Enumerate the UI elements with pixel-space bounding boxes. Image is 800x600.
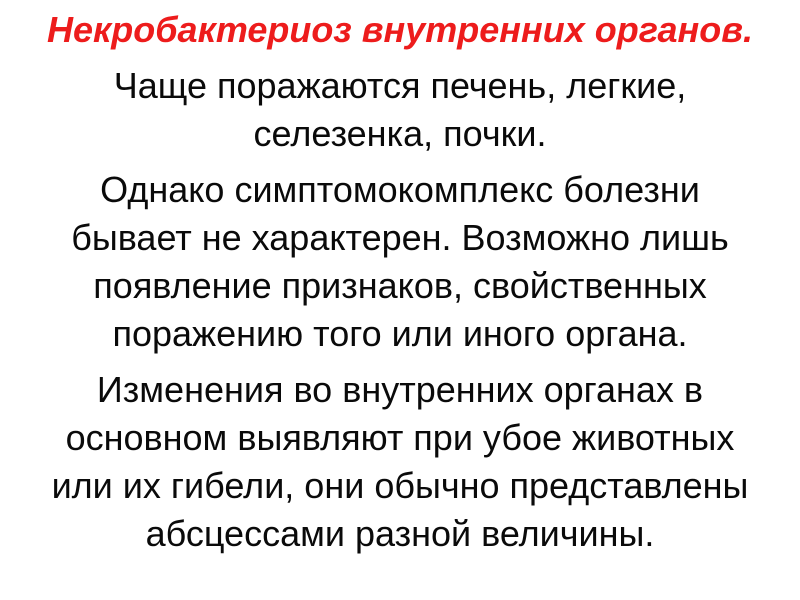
text-line: появление признаков, свойственных bbox=[93, 265, 707, 306]
text-line: бывает не характерен. Возможно лишь bbox=[71, 217, 729, 258]
text-line: основном выявляют при убое животных bbox=[65, 417, 735, 458]
slide-title: Некробактериоз внутренних органов. bbox=[47, 9, 753, 50]
text-line: Чаще поражаются печень, легкие, bbox=[113, 65, 687, 106]
text-line: поражению того или иного органа. bbox=[112, 313, 688, 354]
paragraph-symptom-complex bbox=[0, 166, 800, 358]
text-line: или их гибели, они обычно представлены bbox=[51, 465, 749, 506]
paragraph-internal-changes bbox=[0, 366, 800, 558]
text-line: Однако симптомокомплекс болезни bbox=[100, 169, 700, 210]
text-line: абсцессами разной величины. bbox=[145, 513, 655, 554]
text-line: селезенка, почки. bbox=[253, 113, 547, 154]
paragraph-organs-affected bbox=[0, 62, 800, 158]
text-line: Изменения во внутренних органах в bbox=[96, 369, 704, 410]
